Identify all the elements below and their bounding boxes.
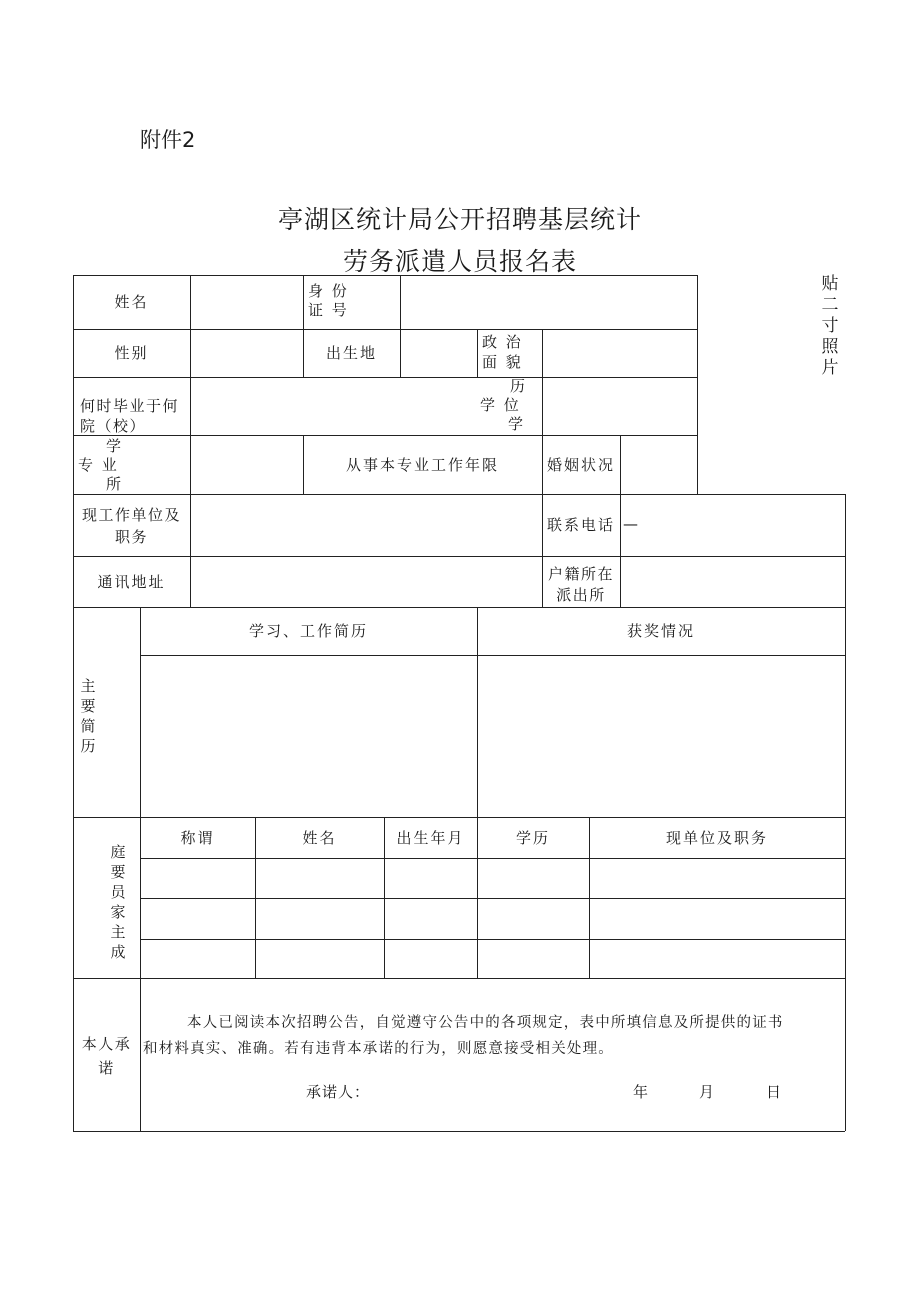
label-marital-status: 婚姻状况 [546,455,615,474]
phone-value: — [623,515,638,533]
grid-line [73,275,74,1131]
grid-line [845,494,846,1131]
label-degree-line-2: 学 位 [480,396,521,414]
label-degree-line-1: 历 [510,377,526,395]
attachment-label: 附件2 [140,128,196,152]
grid-line [140,655,845,656]
family-header-education: 学历 [515,828,550,847]
grid-line [140,939,845,940]
label-pledge [73,1032,140,1080]
label-hukou-line-1: 户籍所在 [547,565,614,583]
label-birthplace: 出生地 [325,344,377,362]
grid-line [697,275,698,494]
label-political-status [482,332,523,372]
label-graduation-line-1: 何时毕业于何 [80,397,180,415]
grid-line [140,607,141,1131]
grid-line [73,978,845,979]
label-workplace [73,504,190,548]
label-workplace-line-1: 现工作单位及 [81,506,181,524]
label-degree [480,377,525,434]
grid-line [73,377,697,378]
label-work-years: 从事本专业工作年限 [345,455,499,474]
label-political-line-1: 政 治 [482,333,523,351]
label-major-line-2: 专 业 [78,456,119,474]
grid-line [190,275,191,607]
pledge-signer-label: 承诺人： [306,1083,371,1101]
grid-line [140,898,845,899]
label-study-work-history: 学习、工作简历 [248,622,368,640]
grid-line [400,275,401,377]
label-workplace-line-2: 职务 [114,528,148,546]
label-id-card [308,282,349,320]
pledge-text-line-1: 本人已阅读本次招聘公告，自觉遵守公告中的各项规定，表中所填信息及所提供的证书 [187,1015,784,1031]
family-header-relation: 称谓 [180,828,215,847]
family-header-workplace: 现单位及职务 [665,828,768,847]
label-major-line-3: 所 [106,475,122,493]
grid-line [477,329,478,377]
pledge-day-label: 日 [766,1083,782,1101]
label-major [78,437,121,494]
grid-line [620,435,621,607]
label-id-card-line-1: 身 份 [308,282,349,300]
pledge-year-label: 年 [633,1083,649,1101]
family-header-name: 姓名 [302,828,337,847]
label-degree-line-3: 学 [508,415,524,433]
form-title-line-2: 劳务派遣人员报名表 [342,247,577,276]
family-header-birth: 出生年月 [396,828,465,847]
label-id-card-line-2: 证 号 [308,301,349,319]
label-hukou-line-2: 派出所 [556,586,606,604]
label-address: 通讯地址 [97,572,166,591]
label-main-resume: 主要简历 [80,677,96,755]
grid-line [73,494,845,495]
label-pledge-line-1: 本人承 [81,1035,132,1053]
label-family-members: 庭要员家主成 [110,843,126,961]
label-hukou [542,564,620,606]
grid-line [73,1131,845,1132]
label-name: 姓名 [114,293,149,311]
label-gender: 性别 [114,344,149,362]
label-political-line-2: 面 貌 [482,353,523,371]
form-title-line-1: 亭湖区统计局公开招聘基层统计 [277,205,642,234]
pledge-text-line-2: 和材料真实、准确。若有违背本承诺的行为，则愿意接受相关处理。 [143,1041,614,1057]
pledge-month-label: 月 [699,1083,715,1101]
label-graduation [80,396,179,436]
photo-label: 贴二寸照片 [821,274,839,378]
label-graduation-line-2: 院（校） [80,417,147,435]
label-phone: 联系电话 [546,516,615,534]
grid-line [140,858,845,859]
label-major-line-1: 学 [106,437,122,455]
label-pledge-line-2: 诺 [98,1059,115,1077]
label-awards: 获奖情况 [626,622,695,640]
